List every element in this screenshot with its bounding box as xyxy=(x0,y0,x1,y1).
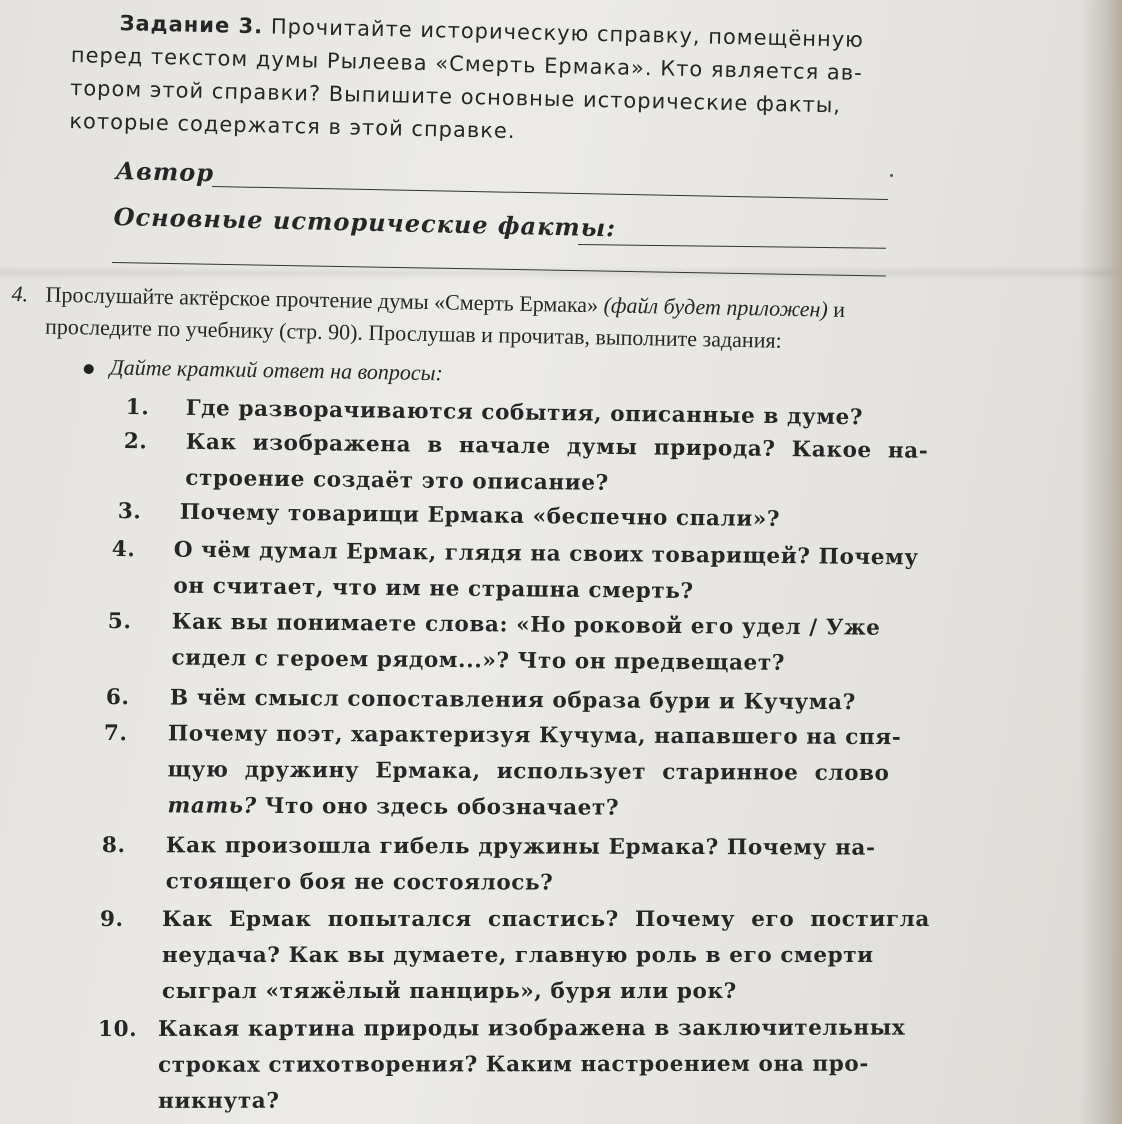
task4-number: 4. xyxy=(11,280,29,307)
question-line: неудача? Как вы думаете, главную роль в его смерти xyxy=(162,943,874,968)
task4-file-note: (файл будет приложен) xyxy=(603,292,829,322)
question-line: он считает, что им не страшна смерть? xyxy=(173,573,694,605)
question-10 xyxy=(98,1011,938,1114)
question-line: Какая картина природы изображена в заключительных xyxy=(158,1015,906,1042)
question-number: 9. xyxy=(100,907,124,932)
question-line xyxy=(167,788,953,828)
question-number: 8. xyxy=(101,833,126,859)
question-number: 5. xyxy=(107,608,132,635)
bullet-instruction xyxy=(84,354,443,386)
old-word-tat: тать? xyxy=(167,793,257,819)
task3-block xyxy=(69,6,894,157)
task4-text-1a: Прослушайте актёрское прочтение думы «Смерть Ермака» xyxy=(45,281,599,318)
question-line: Как вы понимаете слова: «Но роковой его удел / Уже xyxy=(171,609,881,641)
question-line: никнута? xyxy=(158,1088,280,1114)
task3-text-2: перед текстом думы Рылеева «Смерть Ермака». Кто является ав- xyxy=(70,42,864,85)
task3-heading: Задание 3. xyxy=(119,11,264,39)
question-number: 6. xyxy=(105,684,130,711)
paper-fold xyxy=(0,266,1122,280)
task3-text-1: Прочитайте историческую справку, помещённую xyxy=(270,14,865,52)
bullet-icon xyxy=(84,364,94,374)
page-edge-shadow xyxy=(1080,0,1122,1124)
question-number: 10. xyxy=(98,1016,138,1042)
question-number: 3. xyxy=(117,498,142,525)
question-line: щую дружину Ермака, использует старинное слово xyxy=(167,757,890,787)
question-line: Где разворачиваются события, описанные в думе? xyxy=(185,395,864,431)
bullet-text: Дайте краткий ответ на вопросы: xyxy=(109,354,444,386)
question-line: Почему поэт, характеризуя Кучума, напавшего на спя- xyxy=(167,721,902,751)
question-line: В чём смысл сопоставления образа бури и Кучума? xyxy=(169,685,856,716)
question-line: стоящего боя не состоялось? xyxy=(165,869,554,896)
question-line-rest: Что оно здесь обозначает? xyxy=(256,793,620,821)
question-number: 7. xyxy=(103,720,128,747)
author-label: Автор xyxy=(115,156,215,188)
question-line: О чём думал Ермак, глядя на своих товарищей? Почему xyxy=(173,537,919,571)
task3-text-4: которые содержатся в этой справке. xyxy=(69,108,516,144)
question-1 xyxy=(125,390,886,431)
question-number: 4. xyxy=(111,536,136,563)
task4-block xyxy=(11,278,992,361)
question-line: строение создаёт это описание? xyxy=(185,465,609,496)
speck xyxy=(890,174,893,177)
question-line: Как Ермак попытался спастись? Почему его постигла xyxy=(162,907,930,932)
question-8 xyxy=(101,828,952,896)
task4-text-1c: и xyxy=(833,296,846,322)
question-line: строках стихотворения? Каким настроением она про- xyxy=(158,1051,869,1078)
facts-label: Основные исторические факты: xyxy=(113,202,617,243)
question-number: 1. xyxy=(125,394,150,421)
question-line: Как произошла гибель дружины Ермака? Почему на- xyxy=(165,833,876,861)
question-line: сыграл «тяжёлый панцирь», буря или рок? xyxy=(162,979,737,1004)
question-line: сидел с героем рядом...»? Что он предвещает? xyxy=(171,645,786,676)
question-line: Как изображена в начале думы природа? Какое на- xyxy=(185,429,929,464)
task4-text-2: проследите по учебнику (стр. 90). Прослушав и прочитав, выполните задания: xyxy=(44,313,782,353)
question-number: 2. xyxy=(123,428,148,455)
facts-answer-line-1[interactable] xyxy=(578,244,886,249)
author-answer-line[interactable] xyxy=(212,186,888,200)
question-line: Почему товарищи Ермака «беспечно спали»? xyxy=(179,499,781,533)
task3-text-3: тором этой справки? Выпишите основные исторические факты, xyxy=(69,75,842,118)
